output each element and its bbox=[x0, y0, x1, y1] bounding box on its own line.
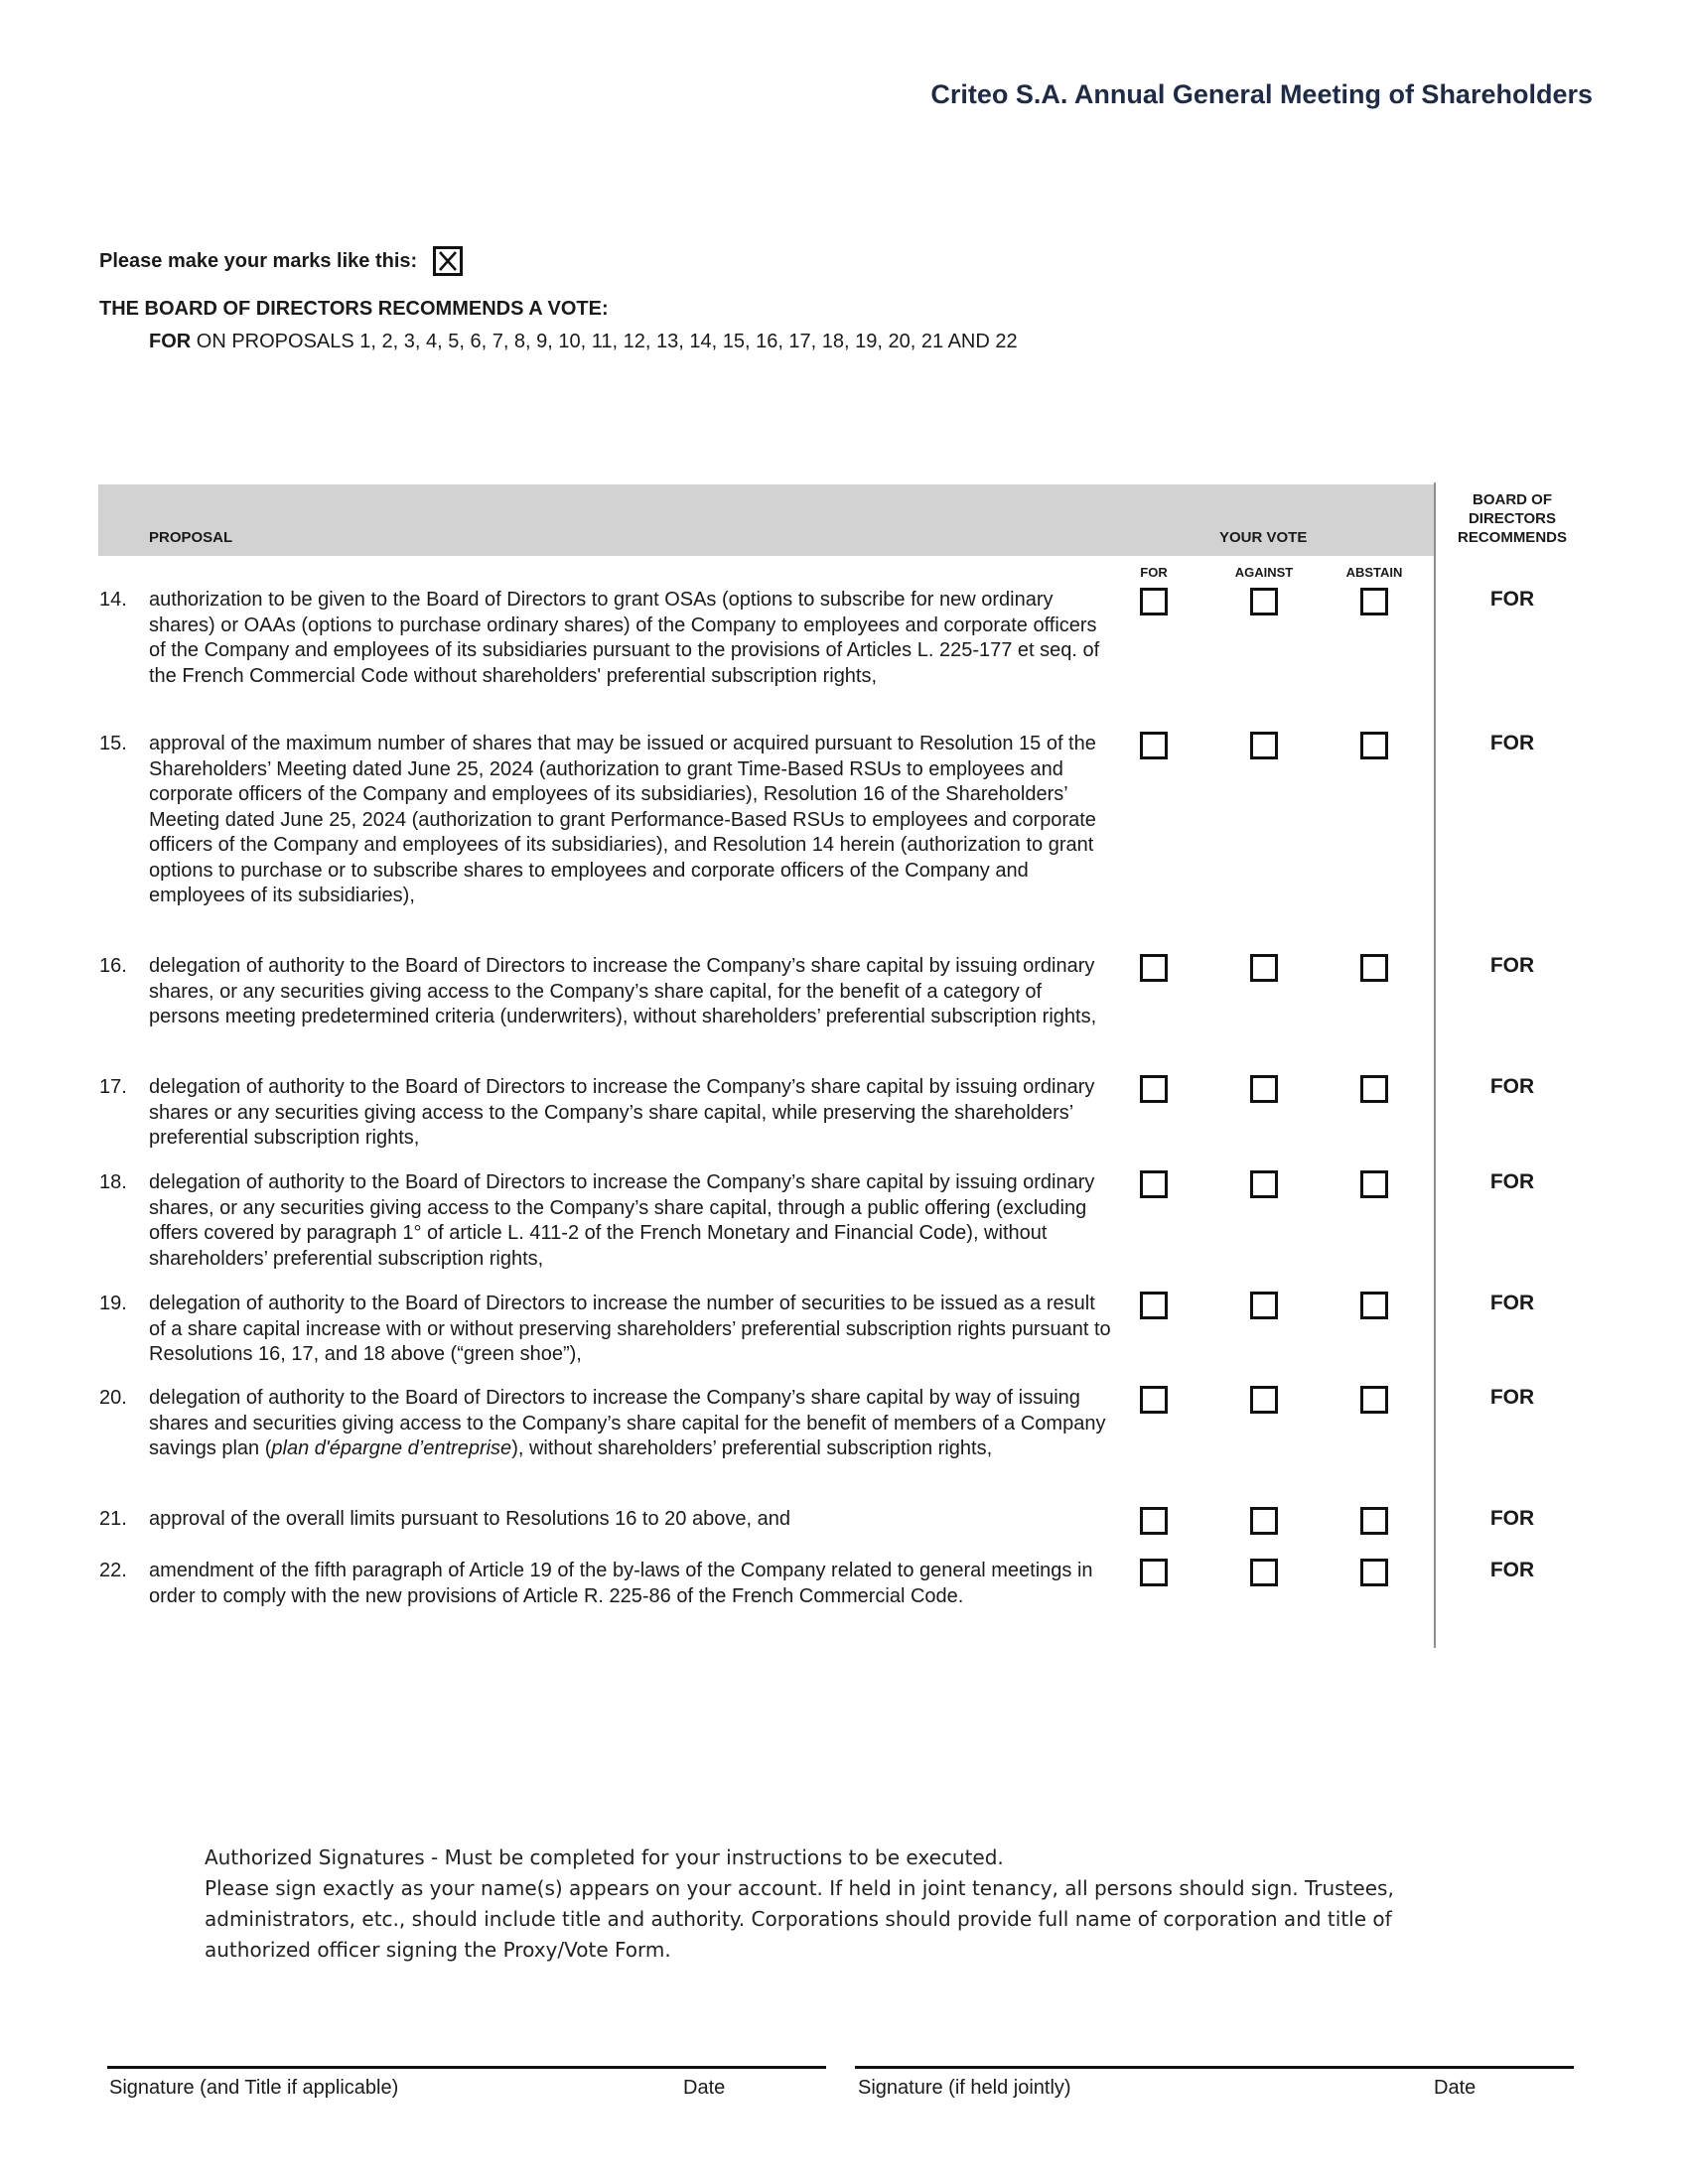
vote-against-checkbox[interactable] bbox=[1250, 1559, 1278, 1586]
proposal-number: 19. bbox=[99, 1293, 127, 1314]
vote-for-checkbox[interactable] bbox=[1140, 588, 1168, 615]
vote-for-checkbox[interactable] bbox=[1140, 1559, 1168, 1586]
signature-line-1[interactable] bbox=[107, 2066, 826, 2069]
board-recommendation: FOR bbox=[1489, 1170, 1535, 1193]
proposal-text bbox=[149, 1386, 1112, 1462]
proposal-text: approval of the overall limits pursuant to Resolutions 16 to 20 above, and bbox=[149, 1508, 790, 1530]
marks-label: Please make your marks like this: bbox=[99, 249, 418, 272]
vote-against-checkbox[interactable] bbox=[1250, 1075, 1278, 1103]
vote-against-checkbox[interactable] bbox=[1250, 732, 1278, 759]
proposal-text: delegation of authority to the Board of Directors to increase the Company’s share capital by issuing ordinary shares, or any securities giving access to the Company’s share capital, for the benefit of a category of persons meeting predetermined criteria (underwriters), without shareholders’ preferential subscription rights, bbox=[149, 955, 1097, 1027]
vote-for-checkbox[interactable] bbox=[1140, 1507, 1168, 1535]
vote-abstain-checkbox[interactable] bbox=[1360, 588, 1388, 615]
proposal-text: delegation of authority to the Board of Directors to increase the Company’s share capital by issuing ordinary shares or any securities giving access to the Company’s share capital, while preserving the shareholders’ preferential subscription rights, bbox=[149, 1076, 1095, 1149]
authorized-signatures-note bbox=[205, 1843, 1495, 1966]
vote-for-checkbox[interactable] bbox=[1140, 1386, 1168, 1414]
vote-abstain-checkbox[interactable] bbox=[1360, 1170, 1388, 1198]
board-recommendation-detail bbox=[149, 331, 1018, 353]
vote-against-checkbox[interactable] bbox=[1250, 1170, 1278, 1198]
proposal-number: 18. bbox=[99, 1171, 127, 1193]
board-recommends-column-header: BOARD OF DIRECTORS RECOMMENDS bbox=[1457, 491, 1567, 546]
against-column-header: AGAINST bbox=[1234, 565, 1294, 580]
vote-abstain-checkbox[interactable] bbox=[1360, 1507, 1388, 1535]
vote-against-checkbox[interactable] bbox=[1250, 1292, 1278, 1319]
board-recommendation: FOR bbox=[1489, 1292, 1535, 1314]
vote-abstain-checkbox[interactable] bbox=[1360, 1075, 1388, 1103]
for-word: FOR bbox=[149, 331, 192, 352]
vote-abstain-checkbox[interactable] bbox=[1360, 1386, 1388, 1414]
vote-against-checkbox[interactable] bbox=[1250, 1386, 1278, 1414]
proposal-number: 17. bbox=[99, 1076, 127, 1098]
proposal-number: 15. bbox=[99, 733, 127, 754]
authorized-signatures-body: Please sign exactly as your name(s) appears on your account. If held in joint tenancy, all persons should sign. Trustees, administrators, etc., should include title and authority. Corporations should provide full name of corporation and title of authorized officer signing the Proxy/Vote Form. bbox=[205, 1876, 1394, 1962]
proposal-text-italic: plan d'épargne d’entreprise bbox=[271, 1437, 512, 1459]
for-column-header: FOR bbox=[1140, 565, 1168, 580]
abstain-column-header: ABSTAIN bbox=[1345, 565, 1403, 580]
signature-line-2[interactable] bbox=[855, 2066, 1574, 2069]
vote-for-checkbox[interactable] bbox=[1140, 1075, 1168, 1103]
board-recommendation-heading: THE BOARD OF DIRECTORS RECOMMENDS A VOTE: bbox=[99, 298, 609, 320]
vote-abstain-checkbox[interactable] bbox=[1360, 954, 1388, 982]
signature-2-label: Signature (if held jointly) bbox=[858, 2077, 1071, 2099]
proposal-number: 21. bbox=[99, 1508, 127, 1530]
for-proposals-list: ON PROPOSALS 1, 2, 3, 4, 5, 6, 7, 8, 9, 10, 11, 12, 13, 14, 15, 16, 17, 18, 19, 20, 21 AND 22 bbox=[196, 331, 1018, 352]
sample-mark-checkbox-icon bbox=[433, 246, 463, 276]
board-recommendation: FOR bbox=[1489, 732, 1535, 754]
board-recommendation: FOR bbox=[1489, 1075, 1535, 1098]
date-2-label: Date bbox=[1434, 2077, 1477, 2099]
proposal-number: 20. bbox=[99, 1387, 127, 1409]
page-title: Criteo S.A. Annual General Meeting of Shareholders bbox=[930, 79, 1593, 109]
proposal-text-part: ), without shareholders’ preferential subscription rights, bbox=[511, 1437, 993, 1459]
vote-abstain-checkbox[interactable] bbox=[1360, 1559, 1388, 1586]
board-recommendation: FOR bbox=[1489, 1386, 1535, 1409]
date-1-label: Date bbox=[683, 2077, 726, 2099]
vote-against-checkbox[interactable] bbox=[1250, 1507, 1278, 1535]
board-recommendation: FOR bbox=[1489, 954, 1535, 977]
proposal-text: delegation of authority to the Board of Directors to increase the Company’s share capital by issuing ordinary shares, or any securities giving access to the Company’s share capital, through a public offering (excluding offers covered by paragraph 1° of article L. 411-2 of the French Monetary and Financial Code), without shareholders’ preferential subscription rights, bbox=[149, 1171, 1095, 1270]
vote-for-checkbox[interactable] bbox=[1140, 954, 1168, 982]
vote-for-checkbox[interactable] bbox=[1140, 732, 1168, 759]
vote-for-checkbox[interactable] bbox=[1140, 1170, 1168, 1198]
board-recommendation: FOR bbox=[1489, 588, 1535, 611]
proposal-text-part: delegation of authority to the Board of Directors to increase the Company’s share capital by way of issuing shares and securities giving access to the Company’s share capital for the benefit of members of a Company savings plan ( bbox=[149, 1387, 1106, 1459]
authorized-signatures-title: Authorized Signatures - Must be completed for your instructions to be executed. bbox=[205, 1845, 1004, 1869]
proposal-text: delegation of authority to the Board of Directors to increase the number of securities to be issued as a result of a share capital increase with or without preserving shareholders’ preferential subscription rights pursuant to Resolutions 16, 17, and 18 above (“green shoe”), bbox=[149, 1293, 1111, 1365]
proposal-number: 14. bbox=[99, 589, 127, 611]
board-recommendation: FOR bbox=[1489, 1559, 1535, 1581]
vote-against-checkbox[interactable] bbox=[1250, 954, 1278, 982]
proposal-number: 16. bbox=[99, 955, 127, 977]
signature-1-label: Signature (and Title if applicable) bbox=[109, 2077, 399, 2099]
board-recommendation: FOR bbox=[1489, 1507, 1535, 1530]
proposal-text: authorization to be given to the Board of Directors to grant OSAs (options to subscribe for new ordinary shares) or OAAs (options to purchase ordinary shares) of the Company to employees and corporate officers of the Company and employees of its subsidiaries pursuant to the provisions of Articles L. 225-177 et seq. of the French Commercial Code without shareholders' preferential subscription rights, bbox=[149, 589, 1100, 687]
vote-abstain-checkbox[interactable] bbox=[1360, 1292, 1388, 1319]
proposal-text: approval of the maximum number of shares that may be issued or acquired pursuant to Resolution 15 of the Shareholders’ Meeting dated June 25, 2024 (authorization to grant Time-Based RSUs to employees and corporate officers of the Company and employees of its subsidiaries), Resolution 16 of the Shareholders’ Meeting dated June 25, 2024 (authorization to grant Performance-Based RSUs to employees and corporate officers of the Company and employees of its subsidiaries), and Resolution 14 herein (authorization to grant options to purchase or to subscribe shares to employees and corporate officers of the Company and employees of its subsidiaries), bbox=[149, 733, 1096, 906]
vote-for-checkbox[interactable] bbox=[1140, 1292, 1168, 1319]
proposal-number: 22. bbox=[99, 1560, 127, 1581]
vote-against-checkbox[interactable] bbox=[1250, 588, 1278, 615]
your-vote-column-header: YOUR VOTE bbox=[1219, 529, 1308, 546]
vote-abstain-checkbox[interactable] bbox=[1360, 732, 1388, 759]
column-divider bbox=[1434, 482, 1436, 1648]
proposal-text: amendment of the fifth paragraph of Article 19 of the by-laws of the Company related to general meetings in order to comply with the new provisions of Article R. 225-86 of the French Commercial Code. bbox=[149, 1560, 1093, 1607]
proposal-column-header: PROPOSAL bbox=[149, 529, 233, 546]
marks-instruction bbox=[99, 246, 463, 276]
